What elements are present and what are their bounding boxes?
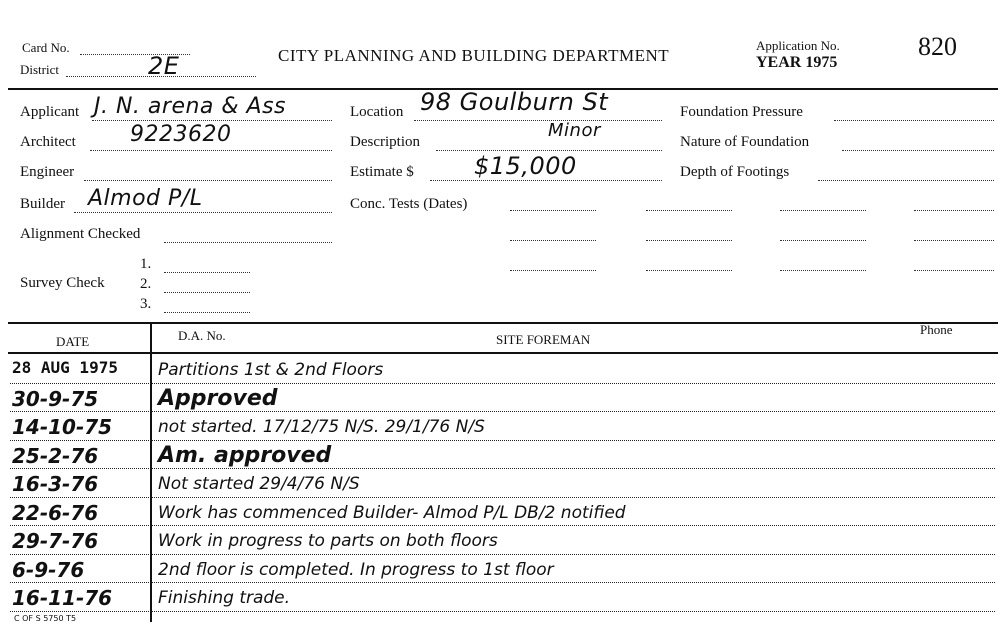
estimate-value: $15,000 [474,152,577,180]
builder-label: Builder [20,196,65,212]
row-date: 25-2-76 [12,443,99,468]
estimate-label: Estimate $ [350,164,414,180]
conc-line [780,270,866,271]
architect-value: 9223620 [130,122,232,147]
col-da-header: D.A. No. [178,328,226,343]
table-top-border [8,322,998,324]
row-divider [10,554,995,555]
row-entry: Approved [158,385,278,411]
foundation-pressure-line [834,120,994,121]
alignment-line [164,242,332,243]
conc-line [510,270,596,271]
col-phone-header: Phone [920,322,953,337]
row-divider [10,440,995,441]
nature-foundation-line [842,150,994,151]
architect-line [90,150,332,151]
description-value: Minor [548,120,601,141]
application-number: 820 [918,32,957,61]
col-foreman-header: SITE FOREMAN [496,332,591,347]
estimate-line [430,180,662,181]
survey-item-3: 3. [140,296,152,312]
district-label: District [20,62,59,77]
conc-line [780,240,866,241]
row-entry: Finishing trade. [158,588,291,608]
district-value: 2E [148,52,180,80]
row-entry: Work has commenced Builder- Almod P/L DB/2 notified [158,502,626,523]
row-entry: not started. 17/12/75 N/S. 29/1/76 N/S [158,417,485,437]
engineer-line [84,180,332,181]
survey-item-1: 1. [140,256,152,272]
applicant-line [92,120,332,121]
builder-line [74,212,332,213]
alignment-label: Alignment Checked [20,226,141,242]
row-date: 29-7-76 [12,529,99,553]
builder-value: Almod P/L [88,186,203,211]
conc-line [646,270,732,271]
applicant-value: J. N. arena & Ass [94,94,287,119]
row-divider [10,468,995,469]
row-divider [10,582,995,583]
survey-item-2: 2. [140,276,152,292]
conc-line [914,240,994,241]
year-label: YEAR 1975 [756,54,838,71]
row-date: 14-10-75 [12,415,113,439]
depth-footings-label: Depth of Footings [680,164,790,180]
conc-line [914,210,994,211]
row-entry: 2nd floor is completed. In progress to 1st floor [158,559,554,580]
location-line [414,120,662,121]
survey-line-1 [164,272,250,273]
nature-foundation-label: Nature of Foundation [680,134,810,150]
row-divider [10,611,995,612]
application-no-label: Application No. [756,38,840,53]
location-label: Location [350,104,404,120]
location-value: 98 Goulburn St [420,88,609,116]
date-column-divider [150,322,152,622]
department-title: CITY PLANNING AND BUILDING DEPARTMENT [278,46,670,65]
col-date-header: DATE [56,334,90,349]
row-date: 22-6-76 [12,500,99,525]
row-divider [10,497,995,498]
conc-line [510,210,596,211]
survey-line-2 [164,292,250,293]
row-entry: Not started 29/4/76 N/S [158,474,360,494]
row-date: 6-9-76 [12,557,85,582]
conc-line [646,210,732,211]
foundation-pressure-label: Foundation Pressure [680,104,803,120]
row-entry: Work in progress to parts on both floors [158,531,498,551]
conc-line [510,240,596,241]
engineer-label: Engineer [20,164,75,180]
conc-line [646,240,732,241]
applicant-label: Applicant [20,104,80,120]
survey-label: Survey Check [20,275,105,291]
row-date: 28 AUG 1975 [12,358,118,377]
form-code: C OF S 5750 T5 [14,614,77,623]
row-entry: Partitions 1st & 2nd Floors [158,360,384,380]
survey-line-3 [164,312,250,313]
row-divider [10,383,995,384]
depth-footings-line [818,180,994,181]
conc-line [780,210,866,211]
row-date: 16-11-76 [12,586,113,610]
card-no-label: Card No. [22,40,70,55]
table-header-divider [8,352,998,354]
row-date: 30-9-75 [12,386,99,411]
description-line [436,150,662,151]
row-entry: Am. approved [158,442,332,468]
architect-label: Architect [20,134,76,150]
row-date: 16-3-76 [12,472,99,496]
description-label: Description [350,134,420,150]
conc-line [914,270,994,271]
row-divider [10,411,995,412]
conc-tests-label: Conc. Tests (Dates) [350,196,468,212]
row-divider [10,525,995,526]
